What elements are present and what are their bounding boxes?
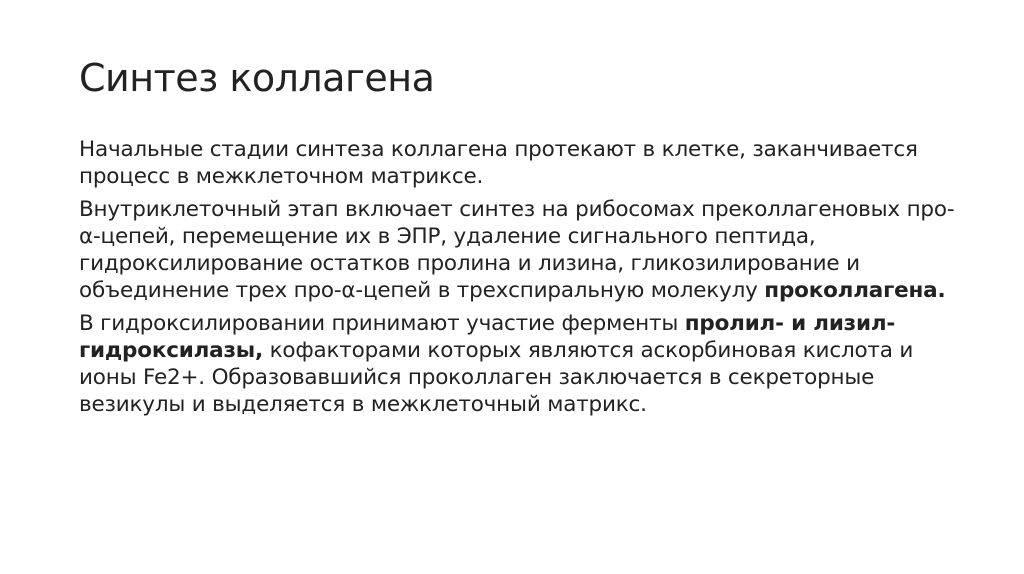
paragraph-3-bold-term: пролил- и лизил- гидроксилазы, [79,311,896,363]
paragraph-3-text-end: кофакторами которых являются аскорбиновая кислота и ионы Fe2+. Образовавшийся проколлаген заключается в секреторные везикулы и выделяется в межклеточный матрикс. [79,338,914,417]
paragraph-3 [79,310,959,418]
paragraph-1 [79,136,959,190]
slide-title: Синтез коллагена [79,56,435,100]
paragraph-2-text: Внутриклеточный этап включает синтез на рибосомах преколлагеновых про-α-цепей, перемещение их в ЭПР, удаление сигнального пептида, гидроксилирование остатков пролина и лизина, гликозилирование и объединение трех про-α-цепей в трехспиральную молекулу [79,197,955,303]
paragraph-2 [79,196,959,304]
slide-content [79,136,959,424]
paragraph-2-bold-term: проколлагена. [764,278,946,303]
paragraph-3-text-start: В гидроксилировании принимают участие ферменты [79,311,685,336]
paragraph-1-text: Начальные стадии синтеза коллагена протекают в клетке, заканчивается процесс в межклеточном матриксе. [79,137,918,189]
